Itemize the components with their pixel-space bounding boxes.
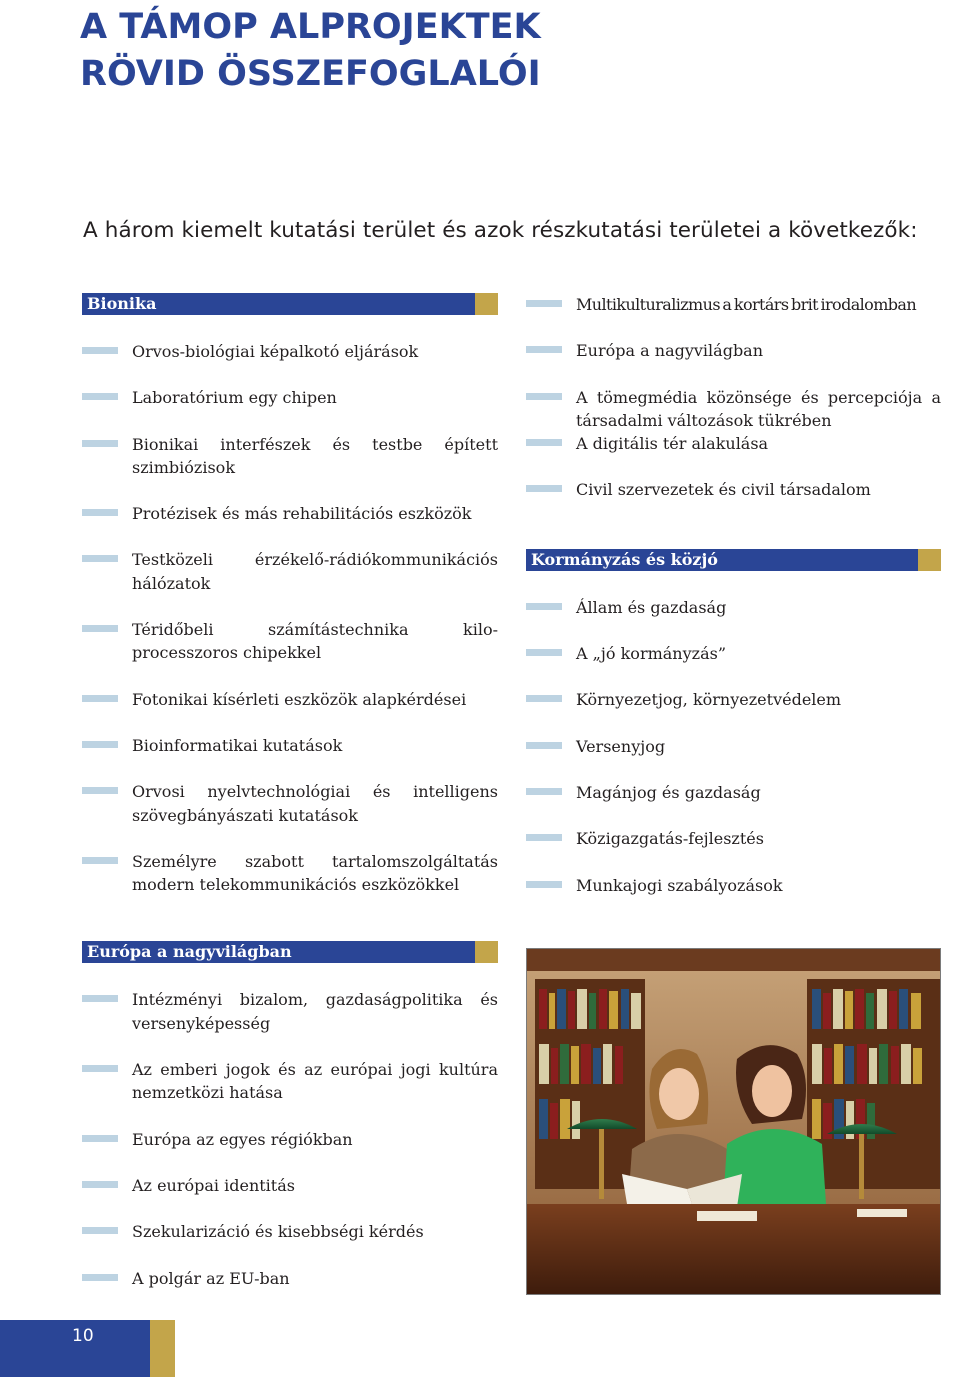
list-item: Európa az egyes régiókban: [82, 1128, 498, 1151]
page-title: [80, 4, 541, 98]
list-item: Az emberi jogok és az európai jogi kultúra nemzetközi hatása: [82, 1058, 498, 1105]
list-item: Orvosi nyelvtechnológiai és intelligens szövegbányászati kutatások: [82, 780, 498, 827]
section-header-europa: Európa a nagyvilágban: [82, 941, 498, 963]
page-number: 10: [72, 1326, 94, 1346]
list-item: Civil szervezetek és civil társadalom: [526, 478, 941, 501]
list-item: Multikulturalizmus a kortárs brit irodalomban: [526, 293, 941, 316]
page-title-line1: A TÁMOP ALPROJEKTEK: [80, 7, 541, 47]
list-item: Szekularizáció és kisebbségi kérdés: [82, 1220, 498, 1243]
list-item: A digitális tér alakulása: [526, 432, 941, 455]
list-item: Környezetjog, környezetvédelem: [526, 688, 941, 711]
list-item: Laboratórium egy chipen: [82, 386, 498, 409]
left-column: [82, 293, 498, 1290]
list-item: Bioinformatikai kutatások: [82, 734, 498, 757]
library-photo: [526, 948, 941, 1295]
list-item: Protézisek és más rehabilitációs eszközök: [82, 502, 498, 525]
list-item: Téridőbeli számítástechnika kilo-processzoros chipekkel: [82, 618, 498, 665]
list-item: Munkajogi szabályozások: [526, 874, 941, 897]
list-item: Fotonikai kísérleti eszközök alapkérdései: [82, 688, 498, 711]
kormanyzas-list: [526, 596, 941, 897]
list-item: Intézményi bizalom, gazdaságpolitika és versenyképesség: [82, 988, 498, 1035]
list-item: Az európai identitás: [82, 1174, 498, 1197]
list-item: Testközeli érzékelő-rádiókommunikációs hálózatok: [82, 548, 498, 595]
intro-heading: A három kiemelt kutatási terület és azok részkutatási területei a következők:: [83, 218, 918, 243]
list-item: Állam és gazdaság: [526, 596, 941, 619]
page-title-line2: RÖVID ÖSSZEFOGLALÓI: [80, 54, 541, 94]
right-column: [526, 293, 941, 897]
footer-accent: [150, 1320, 175, 1377]
list-item: Versenyjog: [526, 735, 941, 758]
europa-continued-list: [526, 293, 941, 502]
list-item: A tömegmédia közönsége és percepciója a társadalmi változások tükrében: [526, 386, 941, 433]
list-item: Közigazgatás-fejlesztés: [526, 827, 941, 850]
list-item: A „jó kormányzás”: [526, 642, 941, 665]
list-item: Európa a nagyvilágban: [526, 339, 941, 362]
section-header-kormanyzas: Kormányzás és közjó: [526, 549, 941, 571]
section-header-bionika: Bionika: [82, 293, 498, 315]
list-item: Személyre szabott tartalomszolgáltatás modern telekommunikációs eszközökkel: [82, 850, 498, 897]
list-item: Bionikai interfészek és testbe épített szimbiózisok: [82, 433, 498, 480]
europa-list: [82, 988, 498, 1289]
list-item: A polgár az EU-ban: [82, 1267, 498, 1290]
list-item: Magánjog és gazdaság: [526, 781, 941, 804]
bionika-list: [82, 340, 498, 896]
list-item: Orvos-biológiai képalkotó eljárások: [82, 340, 498, 363]
